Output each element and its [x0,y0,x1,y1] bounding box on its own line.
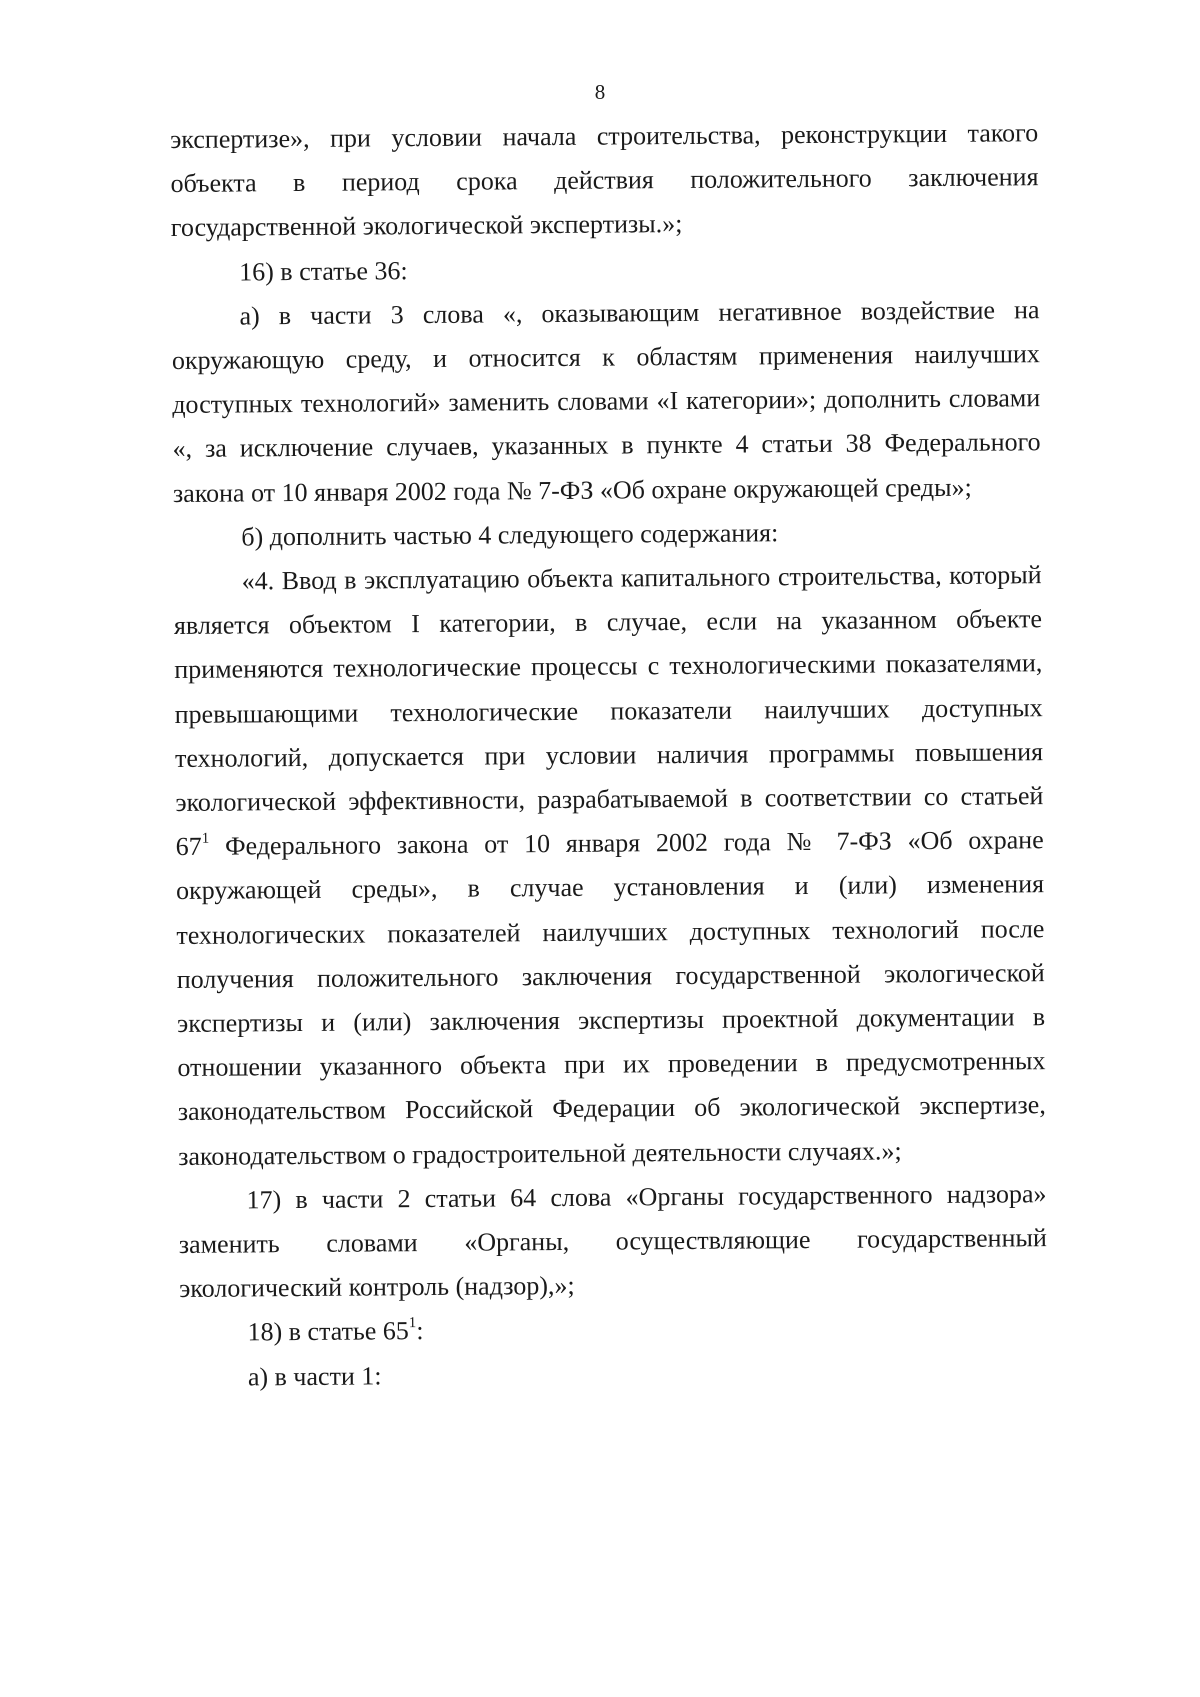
paragraph-item-16a: а) в части 3 слова «, оказывающим негативное воздействие на окружающую среду, и относится к областям применения наилучших доступных технологий» заменить словами «I категории»; дополнить словами «, за исключение случаев, указанных в пункте 4 статьи 38 Федерального закона от 10 января 2002 года № 7-ФЗ «Об охране окружающей среды»; [171,294,1041,508]
superscript-article-67: 1 [201,830,210,847]
superscript-article-65: 1 [408,1314,417,1331]
paragraph-item-18a: а) в части 1: [247,1361,382,1392]
paragraph-part-4-text [173,553,1046,1179]
paragraph-part-4-text-start: «4. Ввод в эксплуатацию объекта капитального строительства, который является объектом I категории, в случае, если на указанном объекте применяются технологические процессы с технологическими показателями, превышающими технологические показатели наилучших доступных технологий, допускается при условии наличия программы повышения экологической эффективности, разрабатываемой в соответствии со статьей 67 [173,560,1044,862]
paragraph-item-18 [179,1305,1047,1356]
paragraph-item-16b: б) дополнить частью 4 следующего содержания: [241,518,779,552]
document-body [170,111,1048,1400]
paragraph-item-16: 16) в статье 36: [239,255,408,287]
paragraph-continuation: экспертизе», при условии начала строительства, реконструкции такого объекта в период срока действия положительного заключения государственной экологической экспертизы.»; [170,118,1039,243]
paragraph-item-18-end: : [416,1316,424,1346]
page-number: 8 [594,80,606,104]
paragraph-item-18-start: 18) в статье 65 [247,1316,409,1347]
paragraph-item-17: 17) в части 2 статьи 64 слова «Органы государственного надзора» заменить словами «Органы, осуществляющие государственный экологический контроль (надзор),»; [178,1179,1047,1304]
paragraph-part-4-text-end: Федерального закона от 10 января 2002 года № 7-ФЗ «Об охране окружающей среды», в случае установления и (или) изменения технологических показателей наилучших доступных технологий после получения положительного заключения государственной экологической экспертизы и (или) заключения экспертизы проектной документации в отношении указанного объекта при их проведении в предусмотренных законодательством Российской Федерации об экологической экспертизе, законодательством о градостроительной деятельности случаях.»; [175,825,1046,1171]
